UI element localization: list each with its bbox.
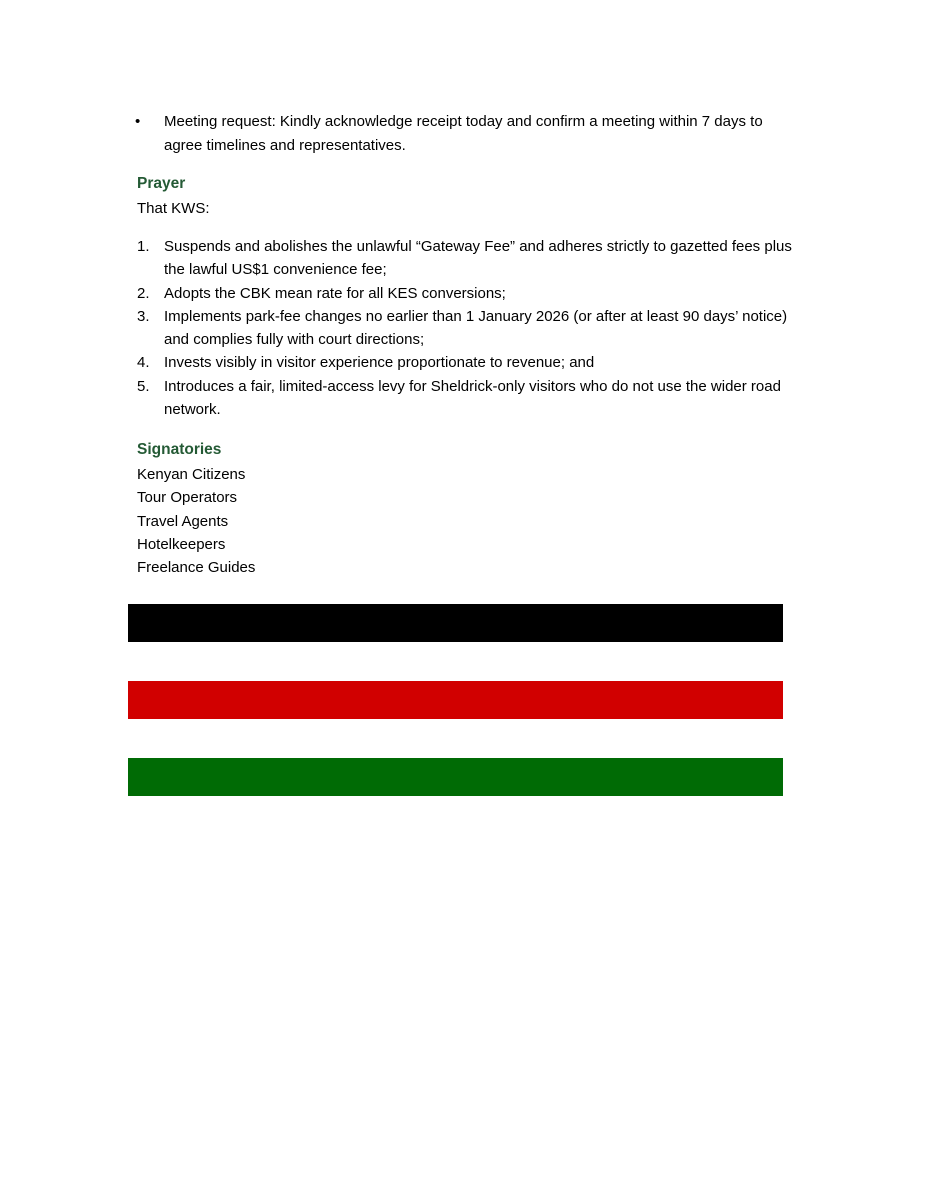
prayer-intro: That KWS:: [137, 200, 210, 217]
prayer-item-3: [137, 305, 797, 352]
prayer-item-number: 5.: [137, 377, 150, 395]
prayer-item-5: [137, 375, 797, 422]
flag-stripe-red: [128, 681, 783, 719]
prayer-item-text: Implements park-fee changes no earlier than 1 January 2026 (or after at least 90 days’ notice) and complies fully with court directions;: [164, 307, 788, 349]
prayer-item-number: 4.: [137, 354, 150, 372]
prayer-heading: Prayer: [137, 175, 186, 192]
prayer-item-number: 1.: [137, 238, 150, 255]
bullet-item-meeting-request: [137, 110, 797, 157]
flag-stripe-green: [128, 758, 783, 796]
prayer-item-1: [137, 235, 797, 282]
prayer-item-number: 2.: [137, 284, 150, 302]
prayer-item-2: [137, 282, 797, 305]
prayer-item-text: Suspends and abolishes the unlawful “Gateway Fee” and adheres strictly to gazetted fees plus the lawful US$1 convenience fee;: [164, 238, 792, 279]
signatory-item: Hotelkeepers: [137, 535, 226, 553]
prayer-item-text: Introduces a fair, limited-access levy for Sheldrick-only visitors who do not use the wider road network.: [164, 377, 781, 419]
signatory-item: Freelance Guides: [137, 559, 256, 577]
prayer-item-text: Invests visibly in visitor experience proportionate to revenue; and: [164, 354, 595, 372]
flag-stripe-black: [128, 604, 783, 642]
signatories-heading: Signatories: [137, 441, 222, 458]
signatory-item: Travel Agents: [137, 512, 229, 530]
bullet-text: Meeting request: Kindly acknowledge receipt today and confirm a meeting within 7 days to agree timelines and representatives.: [164, 113, 763, 154]
prayer-item-4: [137, 351, 797, 374]
signatory-item: Tour Operators: [137, 489, 238, 507]
signatory-item: Kenyan Citizens: [137, 466, 246, 483]
signatories-list: [137, 463, 255, 579]
bullet-icon: •: [135, 113, 141, 130]
prayer-item-text: Adopts the CBK mean rate for all KES conversions;: [164, 284, 506, 302]
prayer-item-number: 3.: [137, 307, 150, 325]
prayer-list: [137, 235, 797, 421]
